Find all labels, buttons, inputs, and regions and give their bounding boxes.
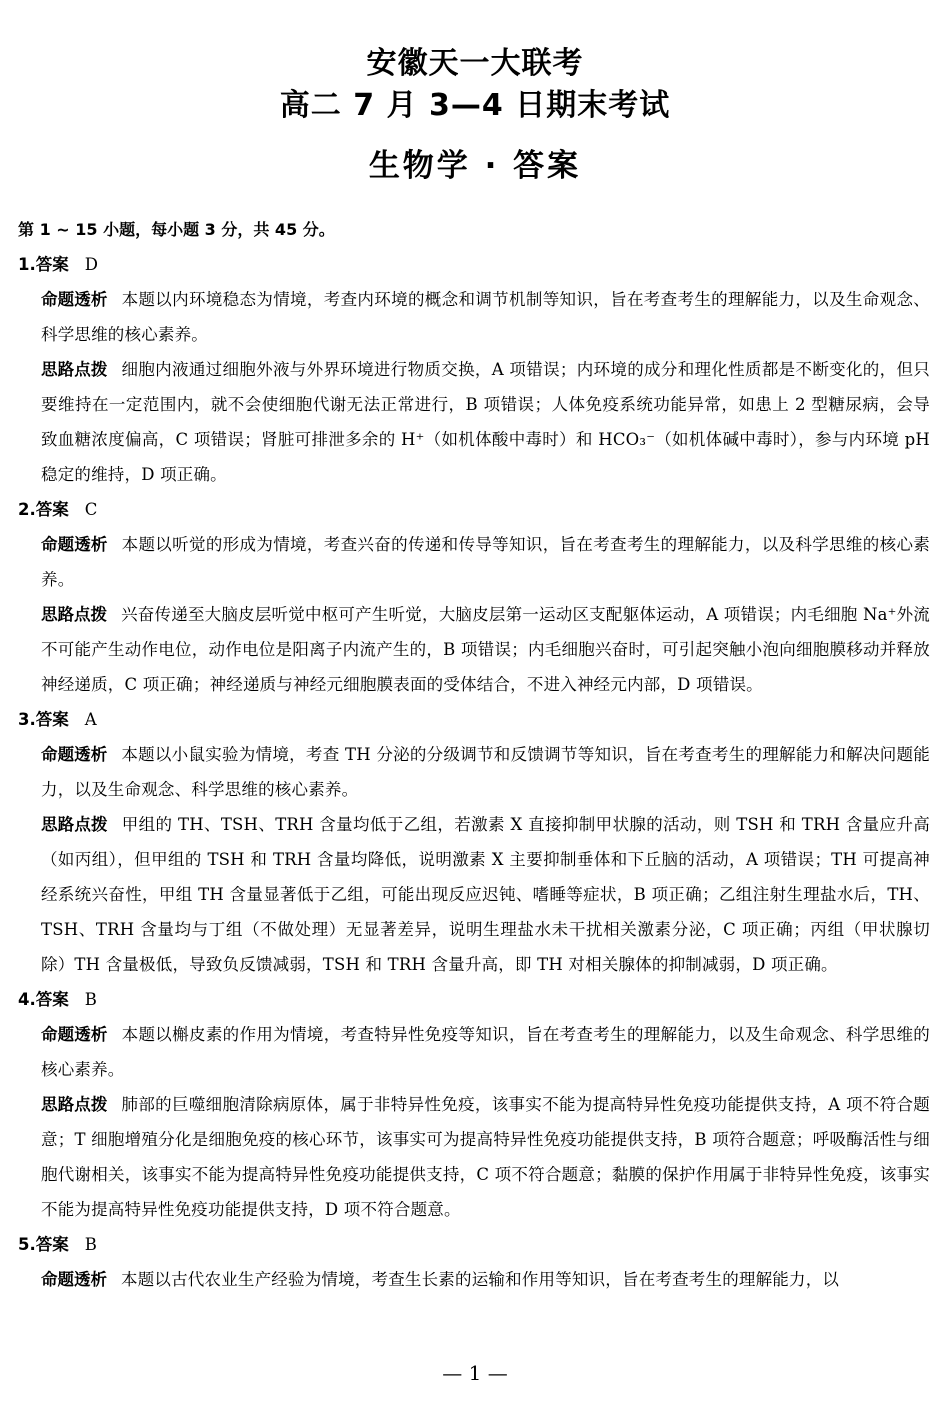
hint-label: 思路点拨 <box>41 360 108 379</box>
answer-value: B <box>84 990 97 1009</box>
answer-label: 答案 <box>35 500 69 519</box>
answer-label: 答案 <box>35 255 69 274</box>
hint-label: 思路点拨 <box>41 605 108 624</box>
question-number: 3. <box>18 710 36 729</box>
answer-value: D <box>84 255 98 274</box>
hint-paragraph <box>41 1087 930 1227</box>
analysis-paragraph <box>41 737 930 807</box>
analysis-label: 命题透析 <box>41 1270 107 1289</box>
hint-label: 思路点拨 <box>41 1095 108 1114</box>
analysis-label: 命题透析 <box>41 535 108 554</box>
question-5 <box>18 1227 930 1297</box>
hint-paragraph <box>41 597 930 702</box>
question-number: 2. <box>18 500 36 519</box>
analysis-text: 本题以小鼠实验为情境，考查 TH 分泌的分级调节和反馈调节等知识，旨在考查考生的理解能力和解决问题能力，以及生命观念、科学思维的核心素养。 <box>41 745 930 799</box>
analysis-paragraph <box>41 282 930 352</box>
exam-org-title: 安徽天一大联考 <box>366 46 584 81</box>
hint-paragraph <box>41 352 930 492</box>
question-header <box>18 492 930 527</box>
analysis-text: 本题以听觉的形成为情境，考查兴奋的传递和传导等知识，旨在考查考生的理解能力，以及科学思维的核心素养。 <box>41 535 931 589</box>
question-number: 4. <box>18 990 36 1009</box>
answer-content <box>18 212 930 1297</box>
analysis-paragraph <box>41 1262 930 1297</box>
analysis-label: 命题透析 <box>41 1025 108 1044</box>
exam-name-title: 高二 7 月 3—4 日期末考试 <box>279 88 671 123</box>
analysis-paragraph <box>41 527 930 597</box>
question-2 <box>18 492 930 702</box>
analysis-label: 命题透析 <box>41 290 108 309</box>
answer-value: B <box>84 1235 97 1254</box>
answer-value: C <box>84 500 98 519</box>
analysis-text: 本题以槲皮素的作用为情境，考查特异性免疫等知识，旨在考查考生的理解能力，以及生命观念、科学思维的核心素养。 <box>41 1025 931 1079</box>
hint-text: 细胞内液通过细胞外液与外界环境进行物质交换，A 项错误；内环境的成分和理化性质都是不断变化的，但只要维持在一定范围内，就不会使细胞代谢无法正常进行，B 项错误；人体免疫系统功能异常，如患上 2 型糖尿病，会导致血糖浓度偏高，C 项错误；肾脏可排泄多余的 H⁺（如机体酸中毒时）和 HCO₃⁻（如机体碱中毒时），参与内环境 pH 稳定的维持，D 项正确。 <box>41 360 930 484</box>
page-number: — 1 — <box>442 1361 508 1385</box>
question-3 <box>18 702 930 982</box>
answer-value: A <box>84 710 97 729</box>
question-header <box>18 982 930 1017</box>
answer-label: 答案 <box>35 710 69 729</box>
hint-text: 肺部的巨噬细胞清除病原体，属于非特异性免疫，该事实不能为提高特异性免疫功能提供支持，A 项不符合题意；T 细胞增殖分化是细胞免疫的核心环节，该事实可为提高特异性免疫功能提供支持，B 项符合题意；呼吸酶活性与细胞代谢相关，该事实不能为提高特异性免疫功能提供支持，C 项不符合题意；黏膜的保护作用属于非特异性免疫，该事实不能为提高特异性免疫功能提供支持，D 项不符合题意。 <box>41 1095 930 1219</box>
analysis-text: 本题以古代农业生产经验为情境，考查生长素的运输和作用等知识，旨在考查考生的理解能力，以 <box>121 1270 840 1289</box>
analysis-text: 本题以内环境稳态为情境，考查内环境的概念和调节机制等知识，旨在考查考生的理解能力，以及生命观念、科学思维的核心素养。 <box>41 290 931 344</box>
analysis-label: 命题透析 <box>41 745 108 764</box>
question-header <box>18 702 930 737</box>
question-number: 1. <box>18 255 36 274</box>
hint-text: 甲组的 TH、TSH、TRH 含量均低于乙组，若激素 X 直接抑制甲状腺的活动，则 TSH 和 TRH 含量应升高（如丙组），但甲组的 TSH 和 TRH 含量均降低，说明激素 X 主要抑制垂体和下丘脑的活动，A 项错误；TH 可提高神经系统兴奋性，甲组 TH 含量显著低于乙组，可能出现反应迟钝、嗜睡等症状，B 项正确；乙组注射生理盐水后，TH、TSH、TRH 含量均与丁组（不做处理）无显著差异，说明生理盐水未干扰相关激素分泌，C 项正确；丙组（甲状腺切除）TH 含量极低，导致负反馈减弱，TSH 和 TRH 含量升高，即 TH 对相关腺体的抑制减弱，D 项正确。 <box>41 815 930 974</box>
section-intro: 第 1 ~ 15 小题，每小题 3 分，共 45 分。 <box>18 220 335 239</box>
question-4 <box>18 982 930 1227</box>
question-number: 5. <box>18 1235 36 1254</box>
hint-label: 思路点拨 <box>41 815 108 834</box>
subject-title: 生物学 · 答案 <box>368 148 582 184</box>
hint-text: 兴奋传递至大脑皮层听觉中枢可产生听觉，大脑皮层第一运动区支配躯体运动，A 项错误；内毛细胞 Na⁺外流不可能产生动作电位，动作电位是阳离子内流产生的，B 项错误；内毛细胞兴奋时，可引起突触小泡向细胞膜移动并释放神经递质，C 项正确；神经递质与神经元细胞膜表面的受体结合，不进入神经元内部，D 项错误。 <box>41 605 931 694</box>
answer-label: 答案 <box>35 990 69 1009</box>
analysis-paragraph <box>41 1017 930 1087</box>
question-header <box>18 247 930 282</box>
question-header <box>18 1227 930 1262</box>
question-1 <box>18 247 930 492</box>
hint-paragraph <box>41 807 930 982</box>
answer-label: 答案 <box>35 1235 69 1254</box>
